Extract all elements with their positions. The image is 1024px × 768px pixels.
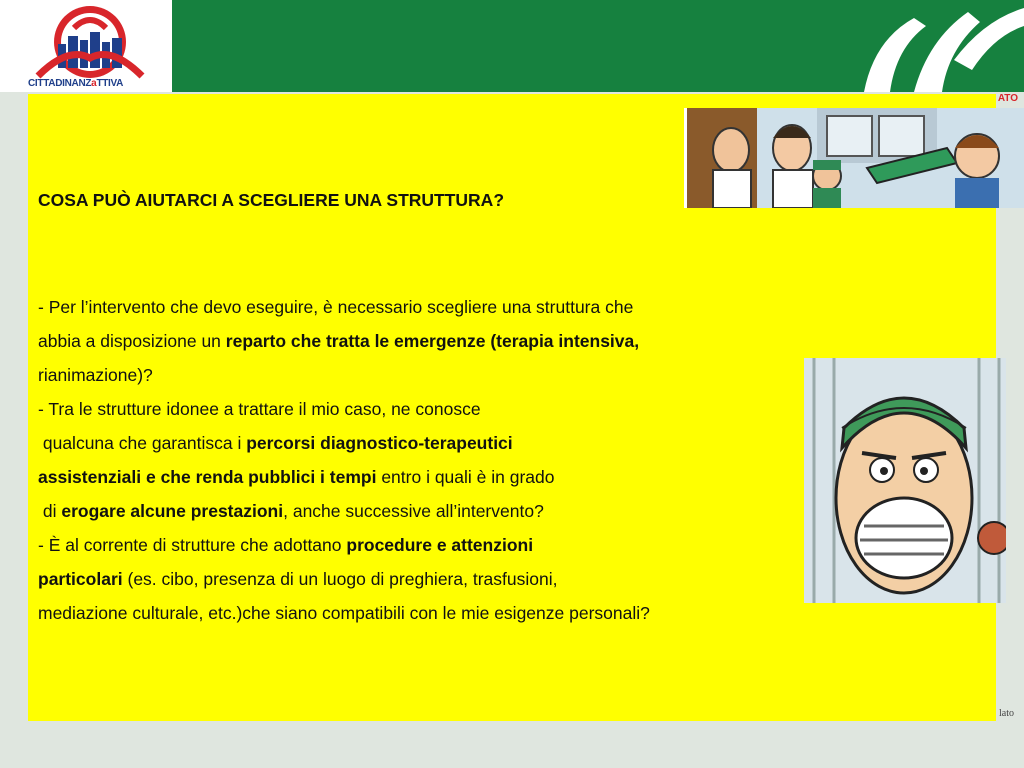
body-bold: percorsi diagnostico-terapeutici — [246, 433, 513, 453]
body-bold: reparto che tratta le emergenze (terapia intensiva, — [225, 331, 640, 351]
header-band — [172, 0, 1024, 92]
body-text: - È al corrente di strutture che adottano — [38, 535, 347, 555]
body-text: - Tra le strutture idonee a trattare il mio caso, ne conosce — [38, 399, 481, 419]
body-bold: erogare alcune prestazioni — [61, 501, 284, 521]
logo-text-b: a — [91, 78, 97, 89]
cittadinanzattiva-logo-icon — [28, 6, 152, 82]
body-line — [38, 324, 958, 358]
logo-text-c: TTIVA — [96, 78, 124, 89]
body-text: (es. cibo, presenza di un luogo di preghiera, trasfusioni, — [122, 569, 558, 589]
logo-text-a: CITTADINANZ — [28, 78, 92, 89]
body-line — [38, 290, 958, 324]
logo-wordmark — [28, 78, 152, 89]
body-text: qualcuna che garantisca i — [38, 433, 247, 453]
doctors-cartoon-image — [684, 108, 1024, 208]
masked-surgeon-icon — [804, 358, 1006, 603]
slide-title: COSA PUÒ AIUTARCI A SCEGLIERE UNA STRUTTURA? — [38, 190, 505, 210]
body-text: abbia a disposizione un — [38, 331, 226, 351]
body-text: - Per l’intervento che devo eseguire, è necessario scegliere una struttura che — [38, 297, 634, 317]
masked-surgeon-image — [804, 358, 1006, 603]
body-bold: procedure e attenzioni — [346, 535, 534, 555]
logo-area — [0, 0, 172, 92]
body-text: mediazione culturale, etc.)che siano compatibili con le mie esigenze personali? — [38, 603, 650, 623]
corner-tag: ATO — [997, 93, 1018, 104]
white-brush-logo-icon — [844, 0, 1024, 92]
body-text: , anche successive all’intervento? — [283, 501, 544, 521]
body-text: rianimazione)? — [38, 365, 153, 385]
footer-tag: lato — [999, 708, 1014, 719]
body-text: entro i quali è in grado — [376, 467, 555, 487]
body-text: di — [38, 501, 62, 521]
body-bold: assistenziali e che renda pubblici i tempi — [38, 467, 377, 487]
doctors-cartoon-icon — [687, 108, 1024, 208]
body-bold: particolari — [38, 569, 123, 589]
